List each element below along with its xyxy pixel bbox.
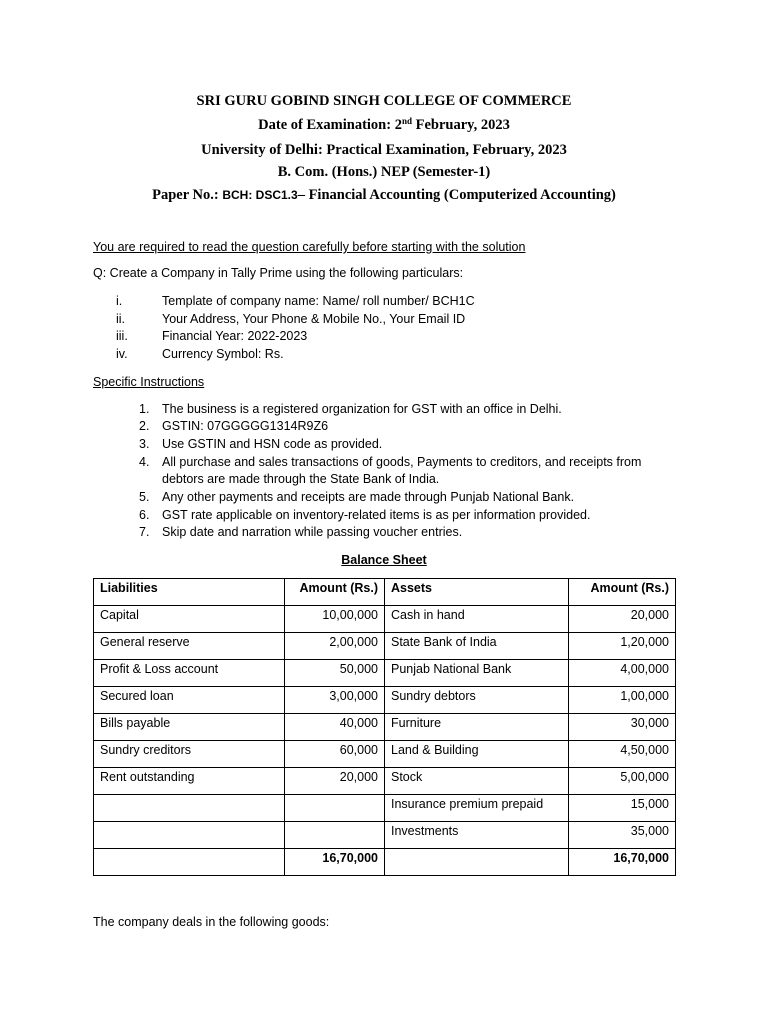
paper-code: BCH: DSC1.3 [222, 188, 298, 202]
asset-name: Land & Building [385, 741, 569, 768]
asset-name: Stock [385, 768, 569, 795]
goods-intro: The company deals in the following goods: [93, 915, 330, 929]
asset-amount: 30,000 [569, 714, 676, 741]
balance-sheet-table [93, 578, 676, 876]
exam-date-sup: nd [401, 116, 412, 126]
university-line: University of Delhi: Practical Examination, February, 2023 [201, 142, 567, 158]
instruction-item: Use GSTIN and HSN code as provided. [162, 437, 383, 451]
table-header-row [94, 579, 676, 606]
liability-name: Secured loan [94, 687, 285, 714]
instruction-item: Any other payments and receipts are made through Punjab National Bank. [162, 490, 575, 504]
college-name: SRI GURU GOBIND SINGH COLLEGE OF COMMERCE [196, 93, 572, 109]
instruction-marker: 2. [139, 419, 150, 433]
table-row [94, 768, 676, 795]
asset-amount: 4,00,000 [569, 660, 676, 687]
question: Q: Create a Company in Tally Prime using the following particulars: [93, 266, 464, 280]
list-item: Your Address, Your Phone & Mobile No., Your Email ID [162, 312, 466, 326]
balance-sheet-title: Balance Sheet [341, 553, 427, 567]
instruction-marker: 1. [139, 402, 150, 416]
instruction-item: GSTIN: 07GGGGG1314R9Z6 [162, 419, 329, 433]
total-assets: 16,70,000 [569, 849, 676, 876]
table-row [94, 606, 676, 633]
liability-name: General reserve [94, 633, 285, 660]
asset-name: Cash in hand [385, 606, 569, 633]
instruction-item: Skip date and narration while passing voucher entries. [162, 525, 463, 539]
liability-name: Sundry creditors [94, 741, 285, 768]
asset-amount: 1,00,000 [569, 687, 676, 714]
instruction-item: GST rate applicable on inventory-related items is as per information provided. [162, 508, 591, 522]
instruction-item: The business is a registered organization for GST with an office in Delhi. [162, 402, 562, 416]
asset-name: Insurance premium prepaid [385, 795, 569, 822]
asset-name: Sundry debtors [385, 687, 569, 714]
instruction-marker: 5. [139, 490, 150, 504]
header-liabilities: Liabilities [94, 579, 285, 606]
liability-name: Bills payable [94, 714, 285, 741]
asset-amount: 4,50,000 [569, 741, 676, 768]
liability-amount [285, 822, 385, 849]
instruction-marker: 6. [139, 508, 150, 522]
instruction-marker: 4. [139, 455, 150, 469]
liability-name: Rent outstanding [94, 768, 285, 795]
table-row [94, 687, 676, 714]
liability-amount: 60,000 [285, 741, 385, 768]
list-item: Template of company name: Name/ roll number/ BCH1C [162, 294, 475, 308]
asset-name: Investments [385, 822, 569, 849]
liability-amount: 3,00,000 [285, 687, 385, 714]
table-row [94, 741, 676, 768]
instruction-marker: 3. [139, 437, 150, 451]
table-row [94, 714, 676, 741]
paper-line [0, 187, 768, 204]
list-item: Currency Symbol: Rs. [162, 347, 284, 361]
asset-amount: 15,000 [569, 795, 676, 822]
liability-amount [285, 795, 385, 822]
table-row [94, 660, 676, 687]
table-row [94, 822, 676, 849]
liability-amount: 2,00,000 [285, 633, 385, 660]
asset-name: State Bank of India [385, 633, 569, 660]
liability-amount: 10,00,000 [285, 606, 385, 633]
liability-name [94, 822, 285, 849]
table-row [94, 633, 676, 660]
total-liability-label [94, 849, 285, 876]
instruction-item-continuation: debtors are made through the State Bank of India. [162, 472, 440, 486]
paper-prefix: Paper No.: [152, 187, 223, 203]
liability-name [94, 795, 285, 822]
list-item-marker: iii. [116, 329, 128, 343]
asset-amount: 1,20,000 [569, 633, 676, 660]
header-assets-amount: Amount (Rs.) [569, 579, 676, 606]
specific-instructions-heading: Specific Instructions [93, 375, 205, 389]
asset-amount: 5,00,000 [569, 768, 676, 795]
list-item: Financial Year: 2022-2023 [162, 329, 308, 343]
instruction-item: All purchase and sales transactions of goods, Payments to creditors, and receipts from [162, 455, 642, 469]
paper-title: – Financial Accounting (Computerized Accounting) [297, 187, 616, 203]
total-liabilities: 16,70,000 [285, 849, 385, 876]
exam-date [0, 117, 768, 134]
total-row [94, 849, 676, 876]
list-item-marker: iv. [116, 347, 128, 361]
instruction-note: You are required to read the question carefully before starting with the solution [93, 240, 526, 254]
instruction-marker: 7. [139, 525, 150, 539]
liability-amount: 50,000 [285, 660, 385, 687]
table-row [94, 795, 676, 822]
list-item-marker: i. [116, 294, 123, 308]
asset-name: Punjab National Bank [385, 660, 569, 687]
liability-amount: 40,000 [285, 714, 385, 741]
header-liabilities-amount: Amount (Rs.) [285, 579, 385, 606]
exam-date-prefix: Date of Examination: 2 [258, 117, 402, 133]
asset-amount: 20,000 [569, 606, 676, 633]
course-line: B. Com. (Hons.) NEP (Semester-1) [277, 164, 491, 180]
liability-name: Profit & Loss account [94, 660, 285, 687]
list-item-marker: ii. [116, 312, 126, 326]
asset-amount: 35,000 [569, 822, 676, 849]
total-asset-label [385, 849, 569, 876]
exam-date-suffix: February, 2023 [411, 117, 510, 133]
liability-name: Capital [94, 606, 285, 633]
asset-name: Furniture [385, 714, 569, 741]
liability-amount: 20,000 [285, 768, 385, 795]
header-assets: Assets [385, 579, 569, 606]
